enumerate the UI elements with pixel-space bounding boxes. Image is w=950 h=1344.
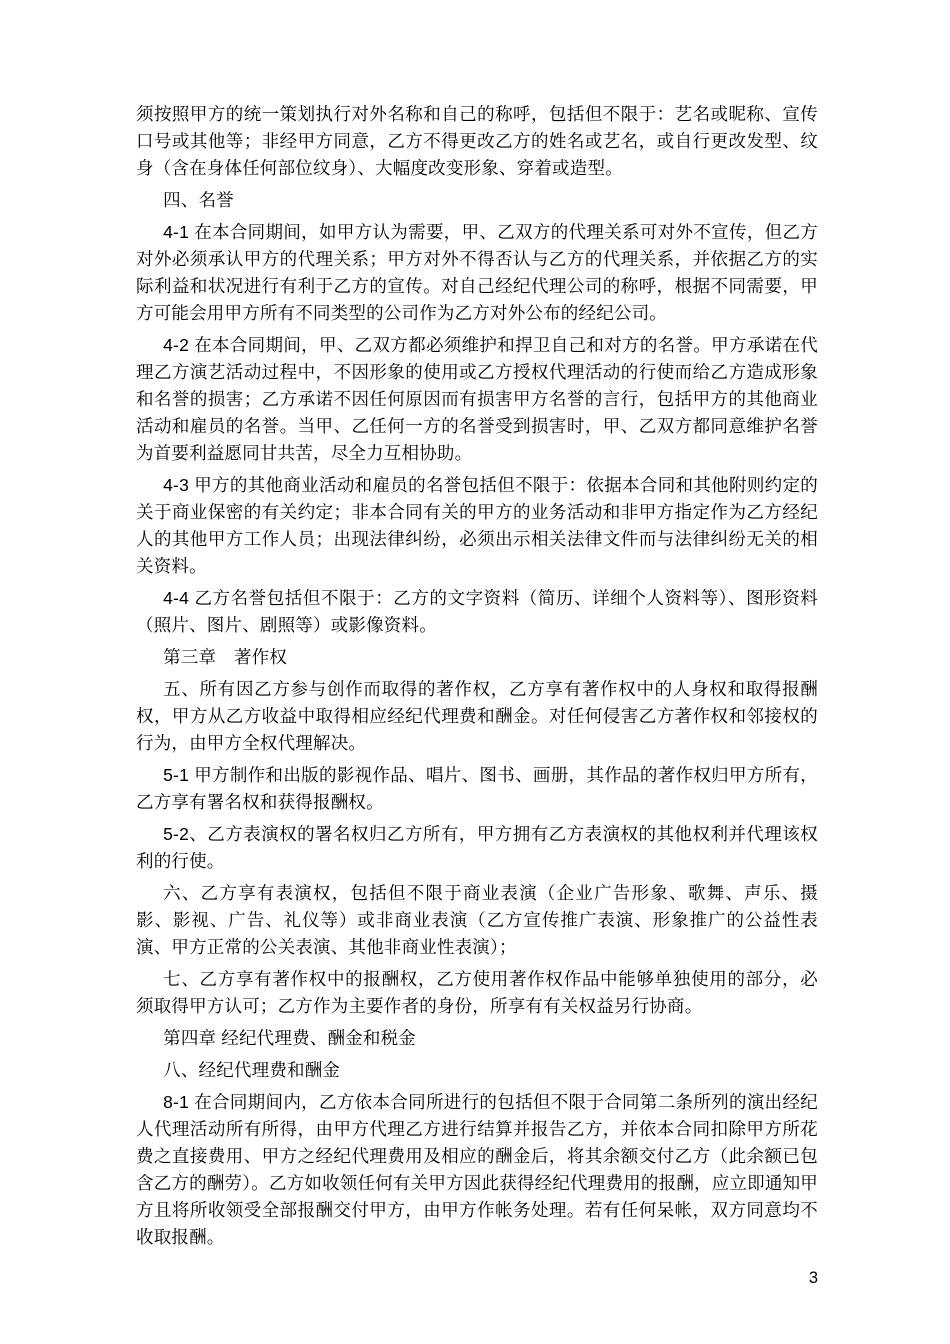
page-footer xyxy=(136,1267,818,1289)
chapter-heading-4: 第四章 经纪代理费、酬金和税金 xyxy=(163,1028,416,1048)
paragraph-clause-4-1: 4-1 在本合同期间，如甲方认为需要，甲、乙双方的代理关系可对外不宣传，但乙方对外必须承认甲方的代理关系；甲方对外不得否认与乙方的代理关系，并依据乙方的实际利益和状况进行有利于乙方的宣传。对自己经纪代理公司的称呼，根据不同需要，甲方可能会用甲方所有不同类型的公司作为乙方对外公布的经纪公司。 xyxy=(136,222,818,323)
paragraph-continuation: 须按照甲方的统一策划执行对外名称和自己的称呼，包括但不限于：艺名或昵称、宣传口号或其他等；非经甲方同意，乙方不得更改乙方的姓名或艺名，或自行更改发型、纹身（含在身体任何部位纹身）、大幅度改变形象、穿着或造型。 xyxy=(136,104,818,178)
paragraph-clause-5-2: 5-2、乙方表演权的署名权归乙方所有，甲方拥有乙方表演权的其他权利并代理该权利的行使。 xyxy=(136,824,818,871)
paragraph-clause-5: 五、所有因乙方参与创作而取得的著作权，乙方享有著作权中的人身权和取得报酬权，甲方从乙方收益中取得相应经纪代理费和酬金。对任何侵害乙方著作权和邻接权的行为，由甲方全权代理解决。 xyxy=(136,679,818,753)
paragraph-clause-4-4: 4-4 乙方名誉包括但不限于：乙方的文字资料（简历、详细个人资料等）、图形资料（照片、图片、剧照等）或影像资料。 xyxy=(136,588,818,635)
paragraph-clause-5-1: 5-1 甲方制作和出版的影视作品、唱片、图书、画册，其作品的著作权归甲方所有，乙方享有署名权和获得报酬权。 xyxy=(136,765,818,812)
page-number: 3 xyxy=(808,1269,818,1287)
chapter-heading-3: 第三章 著作权 xyxy=(163,647,288,667)
paragraph-clause-4-2: 4-2 在本合同期间，甲、乙双方都必须维护和捍卫自己和对方的名誉。甲方承诺在代理乙方演艺活动过程中，不因形象的使用或乙方授权代理活动的行使而给乙方造成形象和名誉的损害；乙方承诺不因任何原因而有损害甲方名誉的言行，包括甲方的其他商业活动和雇员的名誉。当甲、乙任何一方的名誉受到损害时，甲、乙双方都同意维护名誉为首要利益愿同甘共苦，尽全力互相协助。 xyxy=(136,335,818,463)
paragraph-clause-6: 六、乙方享有表演权，包括但不限于商业表演（企业广告形象、歌舞、声乐、摄影、影视、广告、礼仪等）或非商业表演（乙方宣传推广表演、形象推广的公益性表演、甲方正常的公关表演、其他非商业性表演）； xyxy=(136,883,818,957)
paragraph-clause-4-3: 4-3 甲方的其他商业活动和雇员的名誉包括但不限于：依据本合同和其他附则约定的关于商业保密的有关约定；非本合同有关的甲方的业务活动和非甲方指定作为乙方经纪人的其他甲方工作人员；出现法律纠纷，必须出示相关法律文件而与法律纠纷无关的相关资料。 xyxy=(136,475,818,576)
paragraph-clause-8-1: 8-1 在合同期间内，乙方依本合同所进行的包括但不限于合同第二条所列的演出经纪人代理活动所有所得，由甲方代理乙方进行结算并报告乙方，并依本合同扣除甲方所花费之直接费用、甲方之经纪代理费用及相应的酬金后，将其余额交付乙方（此余额已包含乙方的酬劳）。乙方如收领任何有关甲方因此获得经纪代理费用的报酬，应立即通知甲方且将所收领受全部报酬交付甲方，由甲方作帐务处理。若有任何呆帐，双方同意均不收取报酬。 xyxy=(136,1092,818,1247)
section-heading-clause-4: 四、名誉 xyxy=(163,190,234,210)
paragraph-clause-7: 七、乙方享有著作权中的报酬权，乙方使用著作权作品中能够单独使用的部分，必须取得甲方认可；乙方作为主要作者的身份，所享有有关权益另行协商。 xyxy=(136,969,818,1016)
section-heading-clause-8: 八、经纪代理费和酬金 xyxy=(163,1060,341,1080)
